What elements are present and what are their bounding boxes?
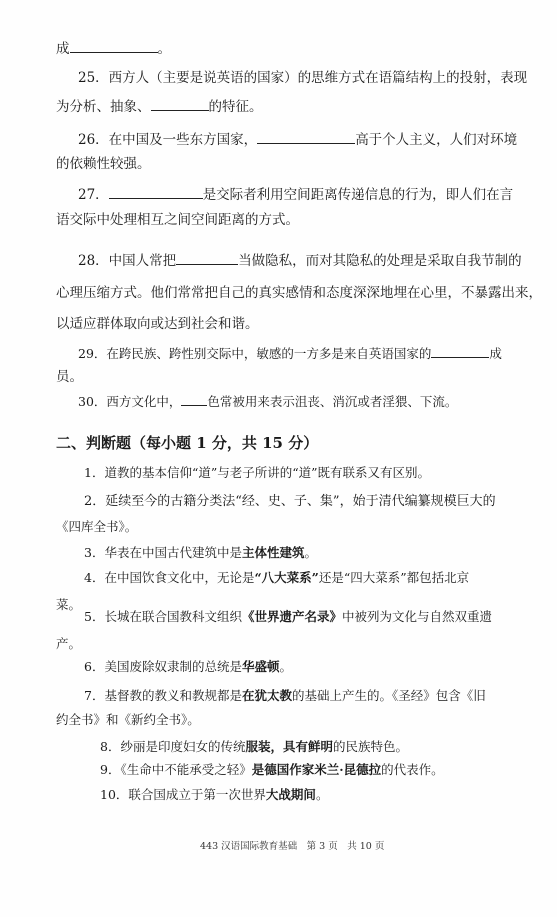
q30-text-end: 色常被用来表示沮丧、消沉或者淫猥、下流。 [207, 394, 458, 409]
q25-line1: 25．西方人（主要是说英语的国家）的思维方式在语篇结构上的投射，表现 [78, 70, 528, 86]
page-footer: 443 汉语国际教育基础 第 3 页 共 10 页 [200, 841, 385, 852]
tf-q7-bold: 在犹太教 [241, 688, 292, 703]
tf-q3 [84, 547, 317, 560]
tf-q4-text-end: 还是“四大菜系”都包括北京 [318, 570, 470, 585]
q27-number: 27． [78, 187, 109, 203]
tf-q7-line2: 约全书》和《新约全书》。 [56, 712, 200, 727]
tf-q2-line2: 《四库全书》。 [56, 519, 138, 534]
q29-text-end: 成 [489, 346, 502, 361]
q30-text: 30．西方文化中， [78, 394, 182, 409]
q26-text: 26．在中国及一些东方国家， [78, 132, 258, 148]
q24-tail [56, 40, 171, 57]
tf-q3-bold: 主体性建筑 [241, 545, 305, 560]
tf-q10-bold: 大战期间 [265, 787, 316, 802]
tf-q5-text-end: 中被列为文化与自然双重遗 [341, 609, 492, 624]
tf-q10 [100, 789, 328, 802]
tf-q4-line1 [84, 572, 469, 585]
q25-text: 为分析、抽象、 [56, 99, 151, 115]
q28-text: 28．中国人常把 [78, 253, 177, 269]
q24-tail-end: 。 [157, 41, 171, 57]
answer-blank [257, 131, 355, 144]
tf-q9-end: 的代表作。 [381, 762, 444, 777]
q28-line2: 心理压缩方式。他们常常把自己的真实感情和态度深深地埋在心里，不暴露出来， [56, 285, 542, 301]
q28-line1 [78, 252, 522, 269]
q29-line1 [78, 345, 502, 361]
tf-q1: 1．道教的基本信仰“道”与老子所讲的“道”既有联系又有区别。 [84, 465, 431, 480]
answer-blank [431, 345, 489, 358]
answer-blank [70, 40, 158, 53]
tf-q4-line2: 菜。 [56, 597, 82, 612]
tf-q5-bold: 《世界遗产名录》 [241, 609, 342, 624]
q26-line2: 的依赖性较强。 [56, 156, 151, 172]
tf-q10-text: 10．联合国成立于第一次世界 [100, 787, 266, 802]
q29-text: 29．在跨民族、跨性别交际中，敏感的一方多是来自英语国家的 [78, 346, 432, 361]
answer-blank [151, 98, 209, 111]
tf-q4-text: 4．在中国饮食文化中，无论是 [84, 570, 255, 585]
tf-q2-line1: 2．延续至今的古籍分类法“经、史、子、集”，始于清代编纂规模巨大的 [84, 494, 496, 509]
section-heading: 二、判断题（每小题 1 分，共 15 分） [56, 434, 319, 452]
tf-q3-text: 3．华表在中国古代建筑中是 [84, 545, 242, 560]
q26-line1 [78, 131, 517, 148]
tf-q10-end: 。 [315, 787, 329, 802]
tf-q3-end: 。 [304, 545, 317, 560]
tf-q8 [100, 741, 408, 754]
tf-q5-text: 5．长城在联合国教科文组织 [84, 609, 242, 624]
tf-q5-line2: 产。 [56, 636, 82, 651]
tf-q9-text: 9．《生命中不能承受之轻》 [100, 762, 252, 777]
answer-blank [176, 252, 238, 265]
tf-q9 [100, 764, 444, 777]
answer-blank [181, 393, 207, 406]
tf-q7-line1 [84, 690, 486, 703]
tf-q8-bold: 服装，具有鲜明 [245, 739, 333, 754]
tf-q5-line1 [84, 611, 492, 624]
tf-q7-text-end: 的基础上产生的。《圣经》包含《旧 [291, 688, 486, 703]
tf-q8-text: 8．纱丽是印度妇女的传统 [100, 739, 246, 754]
q28-line3: 以适应群体取向或达到社会和谐。 [56, 316, 259, 332]
tf-q4-bold: “八大菜系” [254, 570, 319, 585]
q24-tail-text: 成 [56, 41, 70, 57]
tf-q7-text: 7．基督教的教义和教规都是 [84, 688, 242, 703]
tf-q6 [84, 661, 292, 674]
q28-text-end: 当做隐私，而对其隐私的处理是采取自我节制的 [238, 253, 522, 269]
tf-q9-bold: 是德国作家米兰·昆德拉 [251, 762, 382, 777]
q25-text-end: 的特征。 [208, 99, 263, 115]
q27-text: 是交际者利用空间距离传递信息的行为，即人们在言 [202, 187, 514, 203]
tf-q6-text: 6．美国废除奴隶制的总统是 [84, 659, 242, 674]
tf-q8-end: 的民族特色。 [332, 739, 408, 754]
q27-line2: 语交际中处理相互之间空间距离的方式。 [56, 212, 299, 228]
q25-line2 [56, 98, 263, 115]
q27-line1 [78, 186, 513, 203]
q26-text-end: 高于个人主义，人们对环境 [355, 132, 518, 148]
q29-line2: 员。 [56, 369, 83, 385]
tf-q6-end: 。 [279, 659, 292, 674]
answer-blank [109, 186, 203, 199]
tf-q6-bold: 华盛顿 [241, 659, 280, 674]
q30-line1 [78, 393, 457, 409]
